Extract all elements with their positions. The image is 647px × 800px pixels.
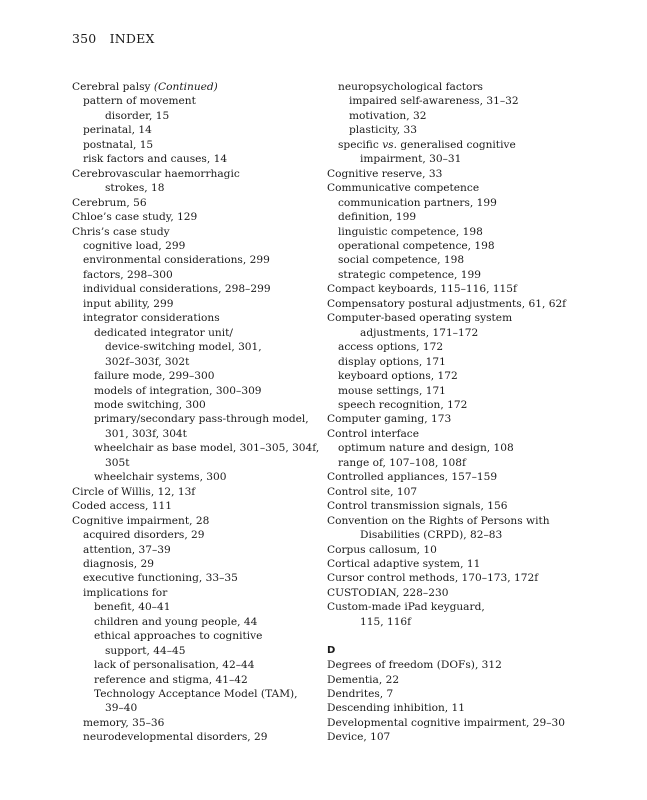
index-entry (327, 167, 587, 181)
index-entry (327, 427, 587, 441)
index-entry (327, 571, 587, 585)
index-subentry (327, 152, 587, 166)
index-entry (72, 499, 322, 513)
index-subentry (72, 297, 322, 311)
index-entry (72, 485, 322, 499)
entry-text: access options, 172 (338, 341, 444, 354)
entry-text: Communicative competence (327, 182, 480, 195)
entry-text: adjustments, 171–172 (360, 326, 479, 339)
index-subentry (327, 340, 587, 354)
entry-text: mouse settings, 171 (338, 384, 446, 397)
section-title: INDEX (109, 31, 155, 46)
entry-text: Chris’s case study (72, 225, 170, 238)
entry-text: Dementia, 22 (327, 673, 400, 686)
entry-text: Disabilities (CRPD), 82–83 (360, 529, 503, 542)
index-subentry (72, 644, 322, 658)
entry-text: keyboard options, 172 (338, 370, 458, 383)
entry-text: individual considerations, 298–299 (83, 283, 271, 296)
index-subentry (72, 528, 322, 542)
entry-text: Technology Acceptance Model (TAM), (94, 688, 298, 701)
index-subentry (72, 253, 322, 267)
index-subentry (327, 456, 587, 470)
entry-text: linguistic competence, 198 (338, 225, 483, 238)
entry-text: benefit, 40–41 (94, 601, 171, 614)
entry-text: Cognitive reserve, 33 (327, 167, 443, 180)
index-subentry (327, 239, 587, 253)
entry-text: memory, 35–36 (83, 716, 165, 729)
index-subentry (72, 239, 322, 253)
index-subentry (72, 94, 322, 108)
index-subentry (72, 615, 322, 629)
index-entry (327, 297, 587, 311)
entry-text: input ability, 299 (83, 297, 174, 310)
index-subentry (72, 384, 322, 398)
entry-text: Controlled appliances, 157–159 (327, 471, 498, 484)
index-subentry (327, 528, 587, 542)
index-subentry (72, 730, 322, 744)
entry-text: diagnosis, 29 (83, 557, 154, 570)
entry-text: Cortical adaptive system, 11 (327, 557, 481, 570)
entry-text: Convention on the Rights of Persons with (327, 514, 550, 527)
entry-text: Computer-based operating system (327, 312, 513, 325)
entry-text: mode switching, 300 (94, 398, 206, 411)
index-entry (327, 557, 587, 571)
entry-text: reference and stigma, 41–42 (94, 673, 248, 686)
entry-text: executive functioning, 33–35 (83, 572, 238, 585)
index-subentry (327, 109, 587, 123)
entry-text: Computer gaming, 173 (327, 413, 452, 426)
entry-text: factors, 298–300 (83, 268, 173, 281)
entry-text: failure mode, 299–300 (94, 370, 215, 383)
entry-text: 115, 116f (360, 615, 412, 628)
index-subentry (72, 181, 322, 195)
entry-text: Control transmission signals, 156 (327, 500, 508, 513)
entry-text: specific (338, 138, 383, 151)
entry-text: Dendrites, 7 (327, 688, 394, 701)
page-number: 350 (72, 31, 97, 46)
entry-text: Cerebrovascular haemorrhagic (72, 167, 240, 180)
index-subentry (72, 557, 322, 571)
index-subentry (72, 355, 322, 369)
index-subentry (72, 441, 322, 455)
entry-text: display options, 171 (338, 355, 446, 368)
entry-text: pattern of movement (83, 95, 196, 108)
entry-text: 39–40 (105, 702, 138, 715)
entry-text: social competence, 198 (338, 254, 465, 267)
index-entry (327, 716, 587, 730)
index-subentry (327, 94, 587, 108)
index-entry (72, 167, 322, 181)
entry-text: impairment, 30–31 (360, 153, 462, 166)
entry-text: children and young people, 44 (94, 615, 258, 628)
index-entry (327, 586, 587, 600)
index-column-right (327, 80, 587, 745)
index-entry (72, 196, 322, 210)
entry-text: cognitive load, 299 (83, 239, 186, 252)
index-subentry (327, 398, 587, 412)
index-entry (327, 687, 587, 701)
entry-text: disorder, 15 (105, 109, 170, 122)
entry-text: Custom-made iPad keyguard, (327, 601, 485, 614)
entry-text: operational competence, 198 (338, 239, 495, 252)
entry-text: Control interface (327, 427, 420, 440)
entry-text: models of integration, 300–309 (94, 384, 262, 397)
index-subentry (327, 268, 587, 282)
index-subentry (72, 427, 322, 441)
index-entry (72, 225, 322, 239)
entry-text: 301, 303f, 304t (105, 427, 187, 440)
index-entry (327, 701, 587, 715)
index-subentry (327, 326, 587, 340)
index-subentry (72, 123, 322, 137)
index-entry (327, 673, 587, 687)
index-subentry (327, 210, 587, 224)
index-entry (327, 499, 587, 513)
entry-text: plasticity, 33 (349, 124, 417, 137)
index-subentry (72, 138, 322, 152)
index-subentry (327, 225, 587, 239)
entry-italic: (Continued) (153, 81, 218, 93)
index-subentry (327, 369, 587, 383)
entry-text: neuropsychological factors (338, 81, 483, 93)
entry-text: wheelchair as base model, 301–305, 304f, (94, 442, 320, 455)
running-header (72, 31, 155, 46)
index-entry (327, 600, 587, 614)
index-subentry (327, 441, 587, 455)
entry-text: primary/secondary pass-through model, (94, 413, 309, 426)
entry-text: wheelchair systems, 300 (94, 471, 227, 484)
index-subentry (327, 355, 587, 369)
entry-text: strategic competence, 199 (338, 268, 481, 281)
entry-text: Circle of Willis, 12, 13f (72, 485, 196, 498)
index-entry (327, 514, 587, 528)
index-subentry (72, 398, 322, 412)
index-subentry (72, 326, 322, 340)
index-subentry (72, 456, 322, 470)
entry-text: ethical approaches to cognitive (94, 630, 263, 643)
index-subentry (72, 152, 322, 166)
index-subentry (72, 369, 322, 383)
entry-text: optimum nature and design, 108 (338, 442, 514, 455)
entry-text: acquired disorders, 29 (83, 529, 205, 542)
index-entry (327, 282, 587, 296)
index-entry (327, 311, 587, 325)
index-subentry (72, 716, 322, 730)
index-subentry (72, 311, 322, 325)
entry-text: Compensatory postural adjustments, 61, 62f (327, 297, 567, 310)
index-entry (72, 514, 322, 528)
entry-text: integrator considerations (83, 312, 220, 325)
entry-text: Corpus callosum, 10 (327, 543, 437, 556)
index-subentry (72, 470, 322, 484)
index-subentry (327, 123, 587, 137)
entry-text: neurodevelopmental disorders, 29 (83, 731, 268, 744)
index-subentry (327, 80, 587, 94)
entry-text: Cerebrum, 56 (72, 196, 147, 209)
index-subentry (72, 282, 322, 296)
index-subentry (72, 109, 322, 123)
index-subentry (327, 253, 587, 267)
entry-text: Cognitive impairment, 28 (72, 514, 210, 527)
index-entry (327, 658, 587, 672)
index-subentry (72, 673, 322, 687)
entry-text: perinatal, 14 (83, 124, 152, 137)
entry-text: dedicated integrator unit/ (94, 326, 233, 339)
index-subentry (72, 571, 322, 585)
index-subentry (327, 196, 587, 210)
entry-text: Cursor control methods, 170–173, 172f (327, 572, 539, 585)
entry-text: 302f–303f, 302t (105, 355, 190, 368)
entry-text: motivation, 32 (349, 109, 427, 122)
section-spacer (327, 629, 587, 643)
index-entry (327, 543, 587, 557)
index-entry (327, 485, 587, 499)
entry-text: risk factors and causes, 14 (83, 153, 228, 166)
index-subentry (72, 412, 322, 426)
index-subentry (327, 138, 587, 152)
index-subentry (72, 586, 322, 600)
index-entry (327, 181, 587, 195)
entry-text: definition, 199 (338, 211, 417, 224)
entry-italic: vs. (382, 138, 397, 151)
entry-text: Cerebral palsy (72, 81, 154, 93)
index-subentry (72, 268, 322, 282)
entry-text: speech recognition, 172 (338, 398, 468, 411)
entry-text: Descending inhibition, 11 (327, 702, 466, 715)
entry-text-after: generalised cognitive (396, 138, 516, 151)
entry-text: device-switching model, 301, (105, 341, 262, 354)
entry-text: impaired self-awareness, 31–32 (349, 95, 519, 108)
index-entry (72, 210, 322, 224)
index-subentry (72, 701, 322, 715)
entry-text: Developmental cognitive impairment, 29–30 (327, 716, 565, 729)
index-subentry (72, 629, 322, 643)
entry-text: Coded access, 111 (72, 500, 172, 513)
entry-text: Control site, 107 (327, 485, 418, 498)
entry-text: range of, 107–108, 108f (338, 456, 466, 469)
index-column-left (72, 80, 322, 745)
entry-text: postnatal, 15 (83, 138, 154, 151)
index-subentry (72, 340, 322, 354)
index-subentry (72, 687, 322, 701)
entry-text: environmental considerations, 299 (83, 254, 270, 267)
index-entry (327, 470, 587, 484)
index-entry (327, 412, 587, 426)
index-entry (327, 730, 587, 744)
entry-text: Chloe’s case study, 129 (72, 211, 198, 224)
index-subentry (327, 615, 587, 629)
index-letter-heading: D (327, 644, 336, 656)
entry-text: communication partners, 199 (338, 196, 497, 209)
entry-text: Degrees of freedom (DOFs), 312 (327, 659, 502, 672)
entry-text: 305t (105, 456, 130, 469)
index-subentry (327, 384, 587, 398)
entry-text: Compact keyboards, 115–116, 115f (327, 283, 517, 296)
index-entry (72, 80, 322, 94)
entry-text: Device, 107 (327, 731, 391, 744)
entry-text: support, 44–45 (105, 644, 186, 657)
entry-text: CUSTODIAN, 228–230 (327, 586, 449, 599)
entry-text: lack of personalisation, 42–44 (94, 659, 255, 672)
entry-text: implications for (83, 586, 168, 599)
index-subentry (72, 658, 322, 672)
index-subentry (72, 600, 322, 614)
index-subentry (72, 543, 322, 557)
entry-text: attention, 37–39 (83, 543, 171, 556)
entry-text: strokes, 18 (105, 182, 165, 195)
